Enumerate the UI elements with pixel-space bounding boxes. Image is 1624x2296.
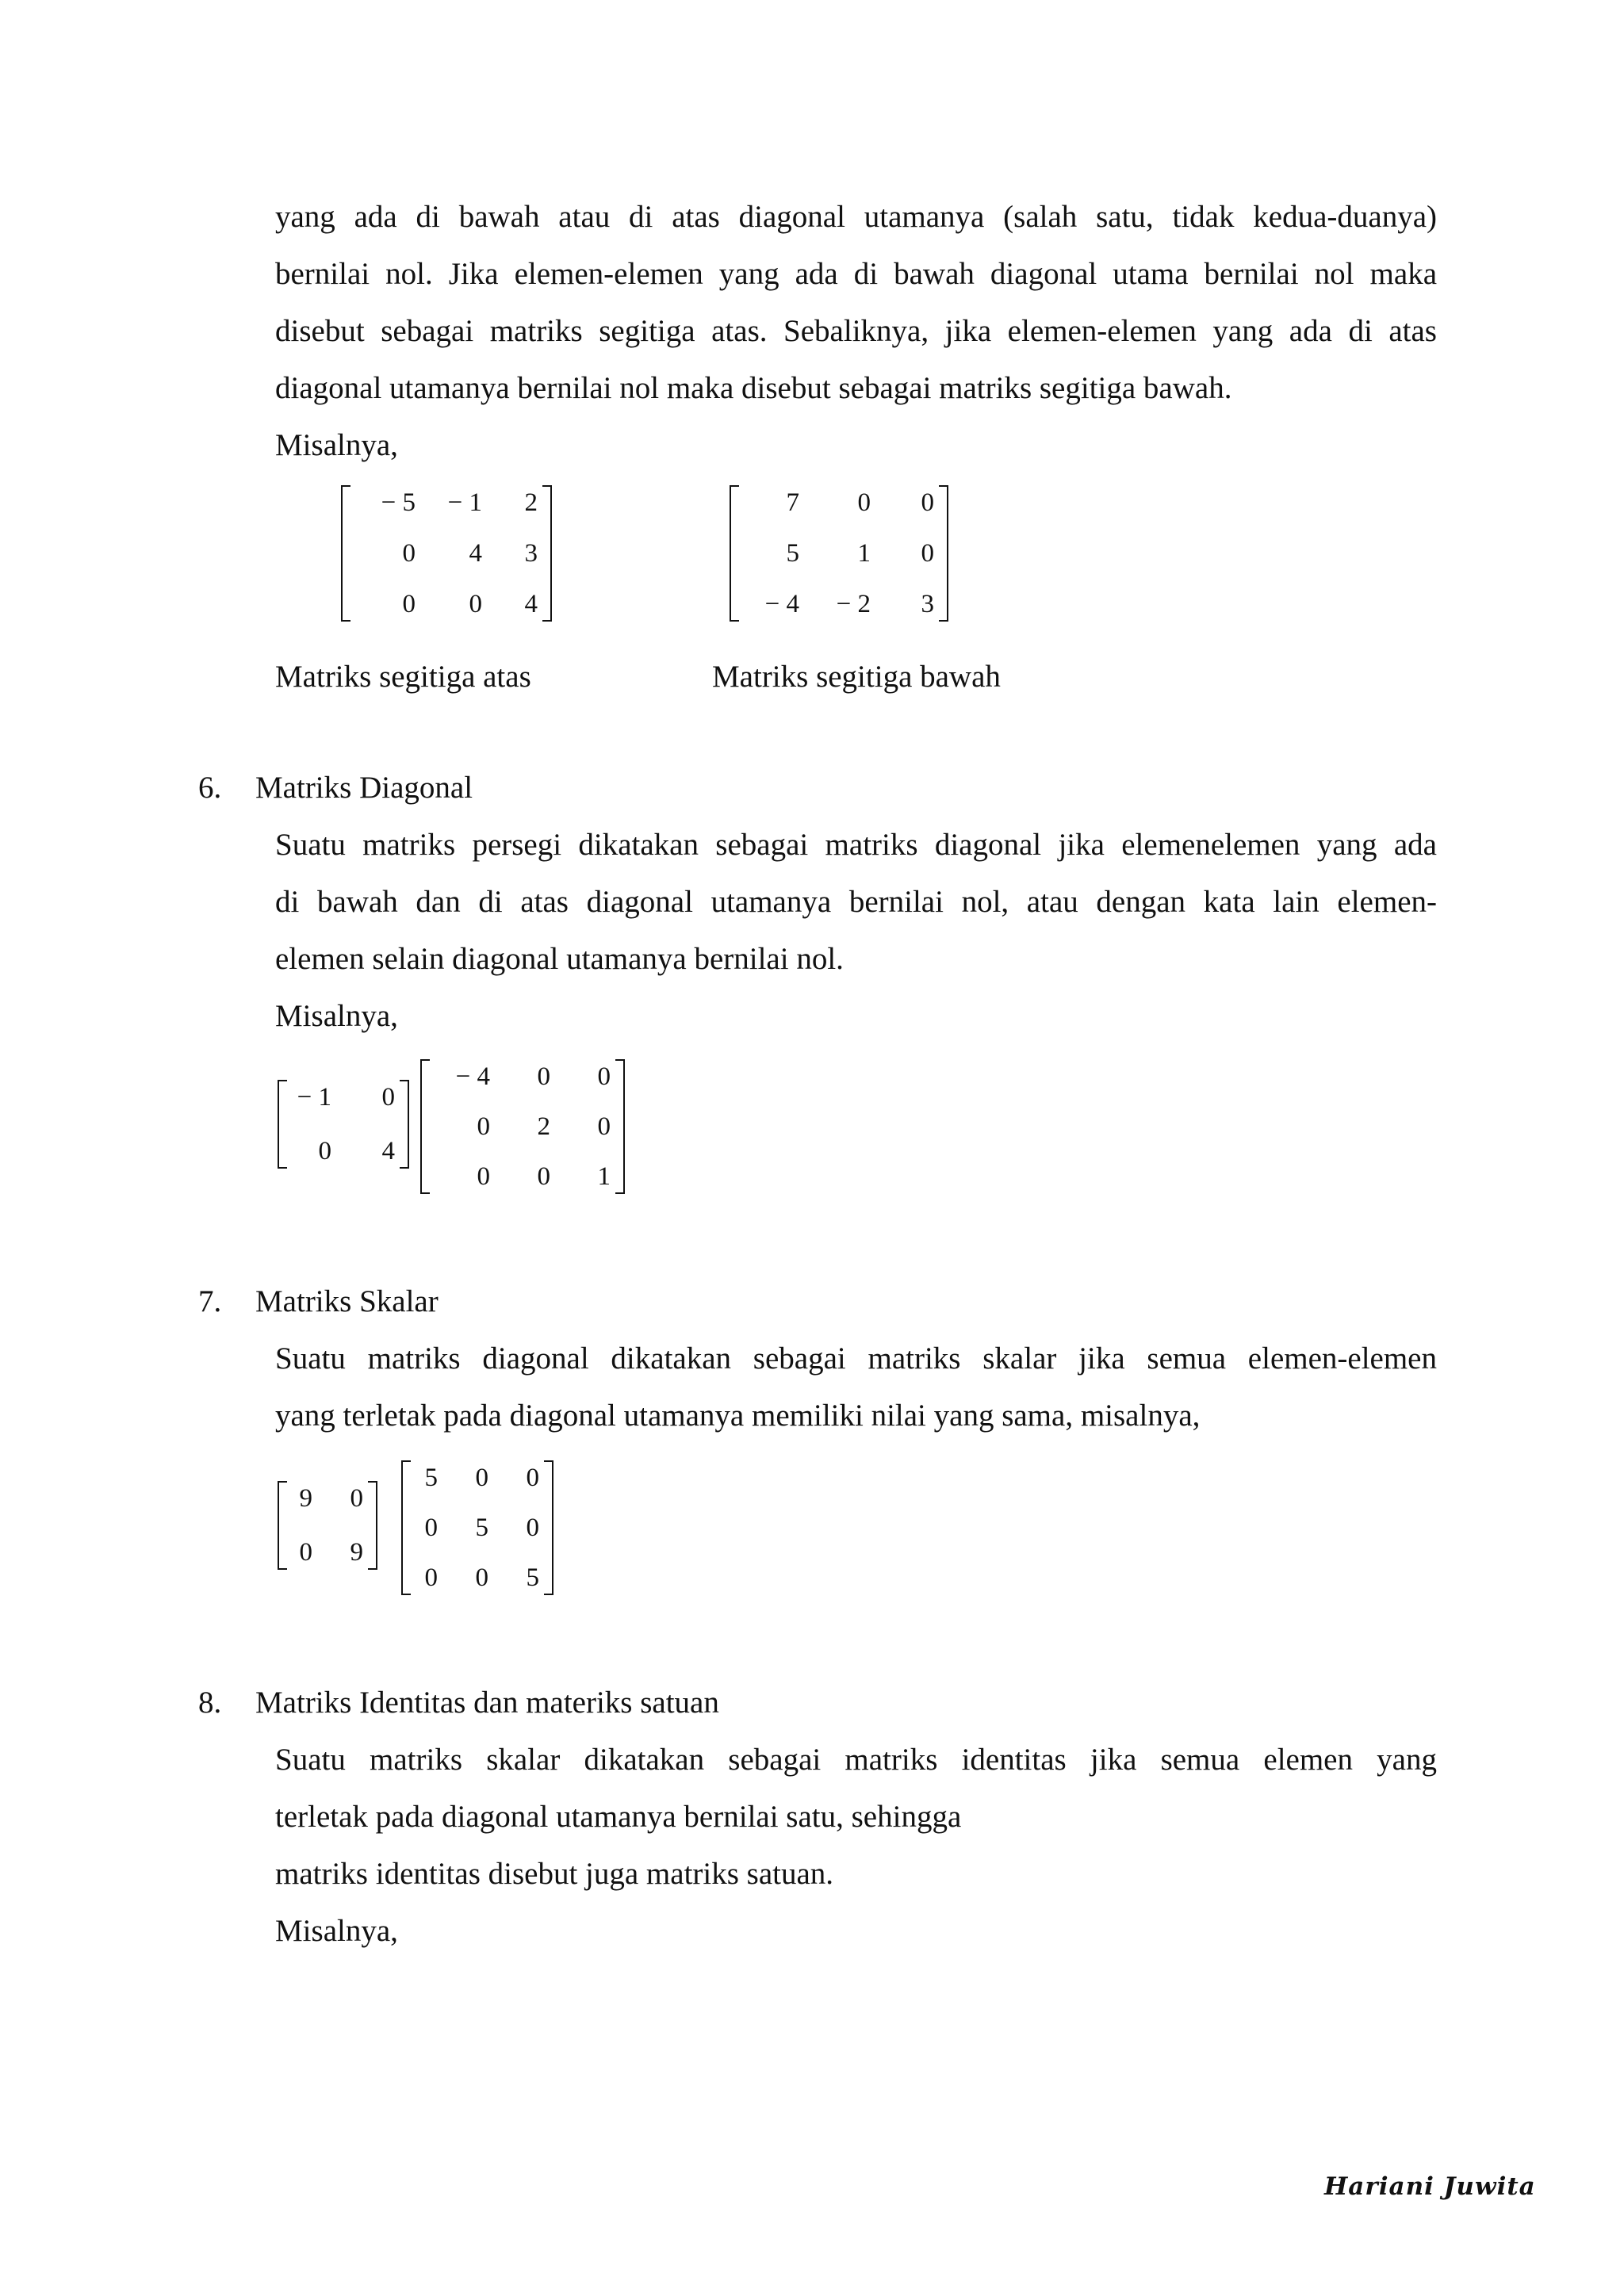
author-signature: Hariani Juwita [1324, 2172, 1536, 2201]
matrix-upper-triangular [341, 485, 552, 622]
intro-line-4: diagonal utamanya bernilai nol maka disebut sebagai matriks segitiga bawah. [275, 371, 1232, 405]
section8-title: Matriks Identitas dan materiks satuan [255, 1686, 719, 1720]
left-bracket [730, 485, 739, 622]
section6-misalnya: Misalnya, [275, 999, 398, 1033]
caption-lower: Matriks segitiga bawah [712, 660, 1001, 694]
matrix-cell: 1 [597, 1162, 611, 1191]
intro-line-2: bernilai nol. Jika elemen-elemen yang ada di bawah diagonal utama bernilai nol maka [275, 257, 1437, 291]
matrix-scalar-2x2 [278, 1481, 377, 1570]
matrix-cell: − 2 [836, 590, 871, 618]
matrix-cell: 2 [524, 488, 538, 517]
left-bracket [278, 1080, 287, 1169]
matrix-cell: 0 [469, 590, 482, 618]
matrix-cell: 4 [524, 590, 538, 618]
left-bracket [278, 1481, 287, 1570]
matrix-cell: − 1 [297, 1083, 331, 1112]
matrix-cell: 0 [424, 1513, 438, 1542]
matrix-diagonal-2x2 [278, 1080, 409, 1169]
matrix-cell: 0 [526, 1513, 539, 1542]
intro-line-1: yang ada di bawah atau di atas diagonal utamanya (salah satu, tidak kedua-duanya) [275, 200, 1437, 234]
matrix-cell: 1 [857, 539, 871, 568]
right-bracket [615, 1059, 625, 1194]
matrix-cell: 0 [537, 1162, 550, 1191]
matrix-cells [739, 485, 939, 622]
matrix-cells [287, 1481, 368, 1570]
matrix-cell: 0 [475, 1464, 488, 1492]
matrix-cell: 0 [318, 1137, 331, 1165]
section8-line-1: Suatu matriks skalar dikatakan sebagai matriks identitas jika semua elemen yang [275, 1743, 1437, 1777]
matrix-diagonal-3x3 [420, 1059, 625, 1194]
matrix-cell: 5 [475, 1513, 488, 1542]
matrix-cell: 3 [921, 590, 934, 618]
matrix-cell: 4 [469, 539, 482, 568]
section7-line-2: yang terletak pada diagonal utamanya memiliki nilai yang sama, misalnya, [275, 1399, 1201, 1433]
matrix-cell: 0 [299, 1538, 312, 1567]
intro-misalnya: Misalnya, [275, 428, 398, 462]
matrix-cell: 0 [402, 590, 416, 618]
matrix-cell: 0 [526, 1464, 539, 1492]
right-bracket [368, 1481, 377, 1570]
matrix-cell: 0 [402, 539, 416, 568]
matrix-cell: 0 [381, 1083, 395, 1112]
matrix-cell: 9 [299, 1484, 312, 1513]
matrix-cells [411, 1460, 544, 1595]
section6-number: 6. [198, 771, 222, 805]
matrix-cell: 0 [350, 1484, 363, 1513]
matrix-cell: 0 [477, 1112, 490, 1141]
right-bracket [542, 485, 552, 622]
left-bracket [401, 1460, 411, 1595]
matrix-cell: 0 [537, 1062, 550, 1091]
section6-title: Matriks Diagonal [255, 771, 473, 805]
matrix-cell: 0 [597, 1062, 611, 1091]
section6-line-3: elemen selain diagonal utamanya bernilai nol. [275, 942, 844, 976]
matrix-cell: 0 [921, 539, 934, 568]
section8-line-2: terletak pada diagonal utamanya bernilai satu, sehingga [275, 1800, 962, 1834]
matrix-cells [350, 485, 542, 622]
matrix-cell: 5 [526, 1563, 539, 1592]
matrix-cell: − 5 [381, 488, 416, 517]
matrix-cell: 0 [424, 1563, 438, 1592]
caption-upper: Matriks segitiga atas [275, 660, 531, 694]
matrix-cell: 0 [477, 1162, 490, 1191]
section6-line-1: Suatu matriks persegi dikatakan sebagai matriks diagonal jika elemenelemen yang ada [275, 828, 1437, 862]
section7-number: 7. [198, 1284, 222, 1318]
right-bracket [544, 1460, 553, 1595]
matrix-cells [287, 1080, 400, 1169]
matrix-cell: 0 [597, 1112, 611, 1141]
matrix-cell: 9 [350, 1538, 363, 1567]
matrix-cell: 5 [786, 539, 799, 568]
matrix-cell: 0 [857, 488, 871, 517]
right-bracket [939, 485, 948, 622]
section7-line-1: Suatu matriks diagonal dikatakan sebagai matriks skalar jika semua elemen-elemen [275, 1341, 1437, 1376]
matrix-cell: 4 [381, 1137, 395, 1165]
intro-line-3: disebut sebagai matriks segitiga atas. Sebaliknya, jika elemen-elemen yang ada di atas [275, 314, 1437, 348]
matrix-cell: 0 [475, 1563, 488, 1592]
matrix-scalar-3x3 [401, 1460, 553, 1595]
matrix-cell: − 1 [447, 488, 482, 517]
left-bracket [420, 1059, 430, 1194]
matrix-cell: 0 [921, 488, 934, 517]
matrix-cell: 7 [786, 488, 799, 517]
section8-line-3: matriks identitas disebut juga matriks satuan. [275, 1857, 834, 1891]
section7-title: Matriks Skalar [255, 1284, 439, 1318]
matrix-cell: − 4 [455, 1062, 490, 1091]
matrix-cell: 2 [537, 1112, 550, 1141]
matrix-lower-triangular [730, 485, 948, 622]
section8-misalnya: Misalnya, [275, 1914, 398, 1948]
section8-number: 8. [198, 1686, 222, 1720]
matrix-cells [430, 1059, 615, 1194]
left-bracket [341, 485, 350, 622]
right-bracket [400, 1080, 409, 1169]
section6-line-2: di bawah dan di atas diagonal utamanya bernilai nol, atau dengan kata lain elemen- [275, 885, 1437, 919]
matrix-cell: 5 [424, 1464, 438, 1492]
matrix-cell: 3 [524, 539, 538, 568]
matrix-cell: − 4 [764, 590, 799, 618]
